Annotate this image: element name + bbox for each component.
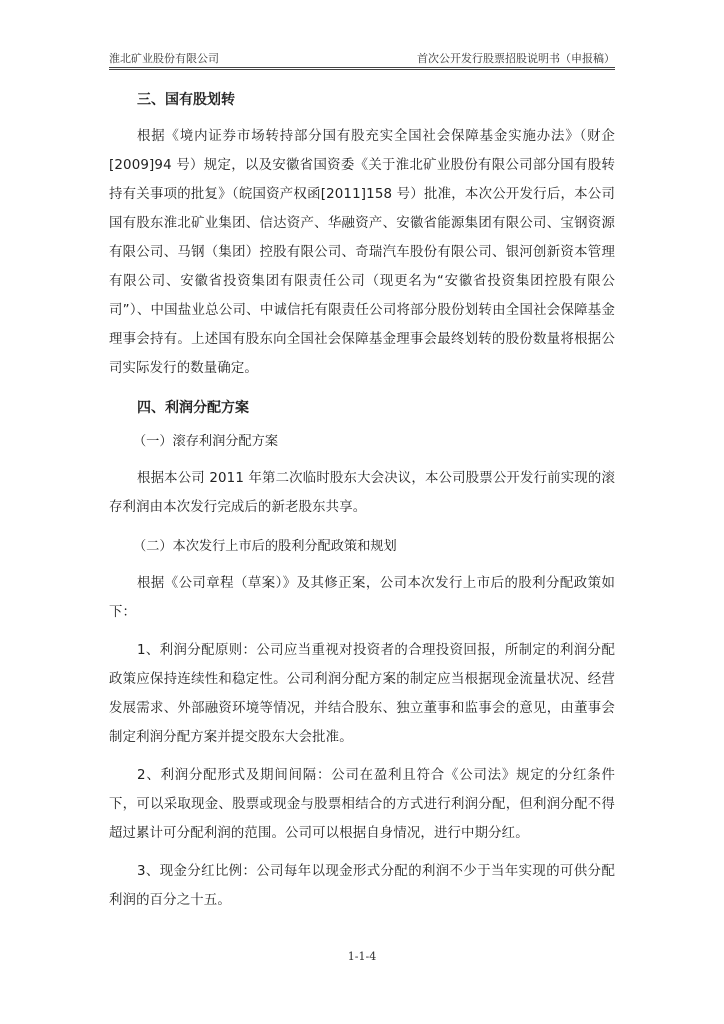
subsection-1-paragraph: 根据本公司 2011 年第二次临时股东大会决议，本公司股票公开发行前实现的滚存利润由本次发行完成后的新老股东共享。	[109, 471, 615, 515]
document-body	[109, 84, 615, 923]
section-3-heading: 三、国有股划转	[137, 92, 235, 108]
subsection-1-heading: （一）滚存利润分配方案	[133, 434, 279, 449]
section-3-paragraph: 根据《境内证券市场转持部分国有股充实全国社会保障基金实施办法》（财企[2009]94 号）规定，以及安徽省国资委《关于淮北矿业股份有限公司部分国有股转持有关事项的批复》（皖国资产权函[2011]158 号）批准，本次公开发行后，本公司国有股东淮北矿业集团、信达资产、华融资产、安徽省能源集团有限公司、宝钢资源有限公司、马钢（集团）控股有限公司、奇瑞汽车股份有限公司、银河创新资本管理有限公司、安徽省投资集团有限责任公司（现更名为“安徽省投资集团控股有限公司”）、中国盐业总公司、中诚信托有限责任公司将部分股份划转由全国社会保障基金理事会持有。上述国有股东向全国社会保障基金理事会最终划转的股份数量将根据公司实际发行的数量确定。	[109, 129, 615, 376]
header-company-name: 淮北矿业股份有限公司	[109, 52, 219, 65]
header-document-title: 首次公开发行股票招股说明书（申报稿）	[417, 52, 615, 65]
header-divider	[109, 67, 615, 70]
subsection-2-paragraph: 根据《公司章程（草案）》及其修正案，公司本次发行上市后的股利分配政策如下：	[109, 576, 615, 620]
policy-item-3: 3、现金分红比例：公司每年以现金形式分配的利润不少于当年实现的可供分配利润的百分之十五。	[109, 864, 615, 908]
policy-item-1: 1、利润分配原则：公司应当重视对投资者的合理投资回报，所制定的利润分配政策应保持连续性和稳定性。公司利润分配方案的制定应当根据现金流量状况、经营发展需求、外部融资环境等情况，并结合股东、独立董事和监事会的意见，由董事会制定利润分配方案并提交股东大会批准。	[109, 643, 615, 745]
policy-item-2: 2、利润分配形式及期间间隔：公司在盈利且符合《公司法》规定的分红条件下，可以采取现金、股票或现金与股票相结合的方式进行利润分配，但利润分配不得超过累计可分配利润的范围。公司可以根据自身情况，进行中期分红。	[109, 768, 615, 841]
section-4-heading: 四、利润分配方案	[137, 400, 249, 416]
subsection-2-heading: （二）本次发行上市后的股利分配政策和规划	[133, 539, 397, 554]
page-header	[109, 50, 615, 68]
page-number: 1-1-4	[347, 950, 377, 963]
